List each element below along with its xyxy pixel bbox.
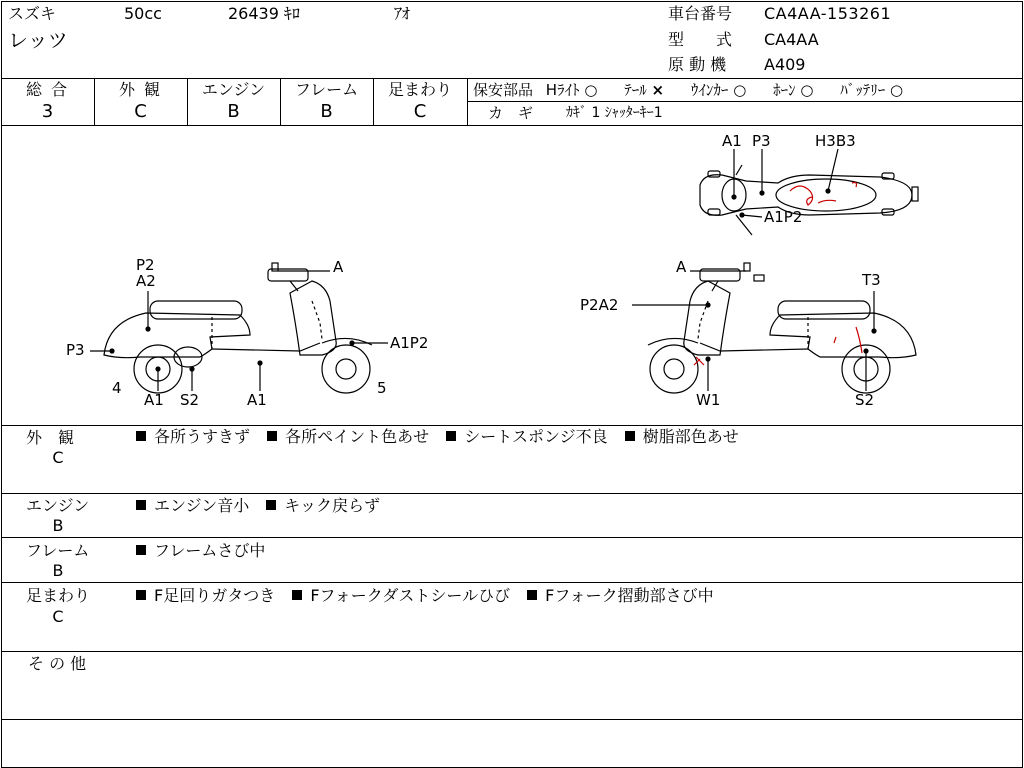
chassis-value: CA4AA-153261 [764, 4, 892, 23]
grade-frame-value: B [320, 101, 333, 122]
damage-diagram [0, 125, 1024, 425]
section-other-label: そ の 他 [28, 654, 87, 673]
grade-suspension-label: 足まわり [387, 80, 452, 99]
section-frame-items [136, 541, 277, 561]
safety-battery: ﾊﾞｯﾃﾘｰ ○ [840, 81, 904, 99]
maker: スズキ [8, 4, 57, 23]
grade-overall-value: 3 [41, 101, 54, 122]
scooter-top-view [700, 149, 918, 235]
section-engine-grade: B [52, 516, 64, 535]
engine-value: A409 [764, 55, 806, 74]
safety-horn: ﾎｰﾝ ○ [773, 81, 814, 99]
label-right-s2: S2 [855, 391, 875, 409]
safety-headlight: Hﾗｲﾄ ○ [545, 81, 598, 99]
engine-item: エンジン音小 [136, 496, 249, 515]
grade-overall-label: 総 合 [25, 80, 70, 99]
suspension-item: Fフォークダストシールひび [292, 586, 510, 605]
section-exterior-grade: C [52, 448, 64, 467]
section-suspension-grade: C [52, 607, 64, 626]
grade-exterior-value: C [134, 101, 147, 122]
scooter-left-view [90, 263, 388, 393]
label-right-p2a2: P2A2 [580, 296, 619, 314]
label-left-p2: P2 [136, 256, 155, 274]
section-engine-items [136, 496, 392, 516]
exterior-item: 樹脂部色あせ [625, 427, 739, 446]
key-value: ｶｷﾞ 1 ｼｬｯﾀｰｷｰ1 [566, 105, 663, 121]
grade-suspension-value: C [413, 101, 427, 122]
grade-engine-value: B [227, 101, 240, 122]
grade-exterior-label: 外 観 [118, 80, 163, 99]
label-right-t3: T3 [862, 271, 881, 289]
section-frame-label: フレーム [26, 541, 90, 560]
suspension-item: F足回りガタつき [136, 586, 275, 605]
exterior-item: シートスポンジ不良 [446, 427, 607, 446]
label-left-a2: A2 [136, 272, 156, 290]
label-left-a1p2: A1P2 [390, 334, 429, 352]
model-name: レッツ [8, 28, 68, 52]
safety-winker: ｳｲﾝｶｰ ○ [690, 81, 747, 99]
mileage: 26439 ｷﾛ [228, 4, 300, 23]
safety-tail: ﾃｰﾙ × [624, 81, 665, 99]
section-engine-label: エンジン [26, 496, 90, 515]
label-left-a1-wheel: A1 [144, 391, 164, 409]
label-top-a1p2: A1P2 [764, 208, 803, 226]
grade-frame-label: フレーム [294, 80, 359, 99]
label-top-a1: A1 [722, 132, 742, 150]
label-right-a: A [676, 258, 687, 276]
type-label: 型 式 [668, 30, 733, 49]
label-left-p3: P3 [66, 341, 85, 359]
engine-label: 原 動 機 [668, 55, 727, 74]
suspension-item: Fフォーク摺動部さび中 [527, 586, 713, 605]
label-left-4: 4 [112, 379, 122, 397]
engine-item: キック戻らず [266, 496, 380, 515]
section-exterior-label: 外 観 [26, 428, 75, 447]
exterior-item: 各所ペイント色あせ [267, 427, 429, 446]
section-frame-grade: B [52, 561, 64, 580]
label-left-5: 5 [377, 379, 387, 397]
displacement: 50cc [124, 4, 162, 23]
frame-item: フレームさび中 [136, 541, 265, 560]
chassis-label: 車台番号 [668, 4, 733, 23]
label-right-w1: W1 [696, 391, 721, 409]
safety-parts-row [473, 81, 903, 99]
section-exterior-items [136, 427, 751, 447]
exterior-item: 各所うすきず [136, 427, 250, 446]
grade-engine-label: エンジン [201, 80, 266, 99]
key-label: カ ギ [488, 104, 534, 122]
label-top-p3: P3 [752, 132, 771, 150]
type-value: CA4AA [764, 30, 819, 49]
label-left-a1-floor: A1 [247, 391, 267, 409]
label-left-a-handle: A [333, 258, 344, 276]
safety-label: 保安部品 [473, 81, 534, 99]
section-suspension-items [136, 586, 726, 606]
section-suspension-label: 足まわり [26, 586, 91, 605]
color: ｱｵ [394, 4, 411, 23]
label-top-h3b3: H3B3 [815, 132, 856, 150]
label-left-s2: S2 [180, 391, 200, 409]
